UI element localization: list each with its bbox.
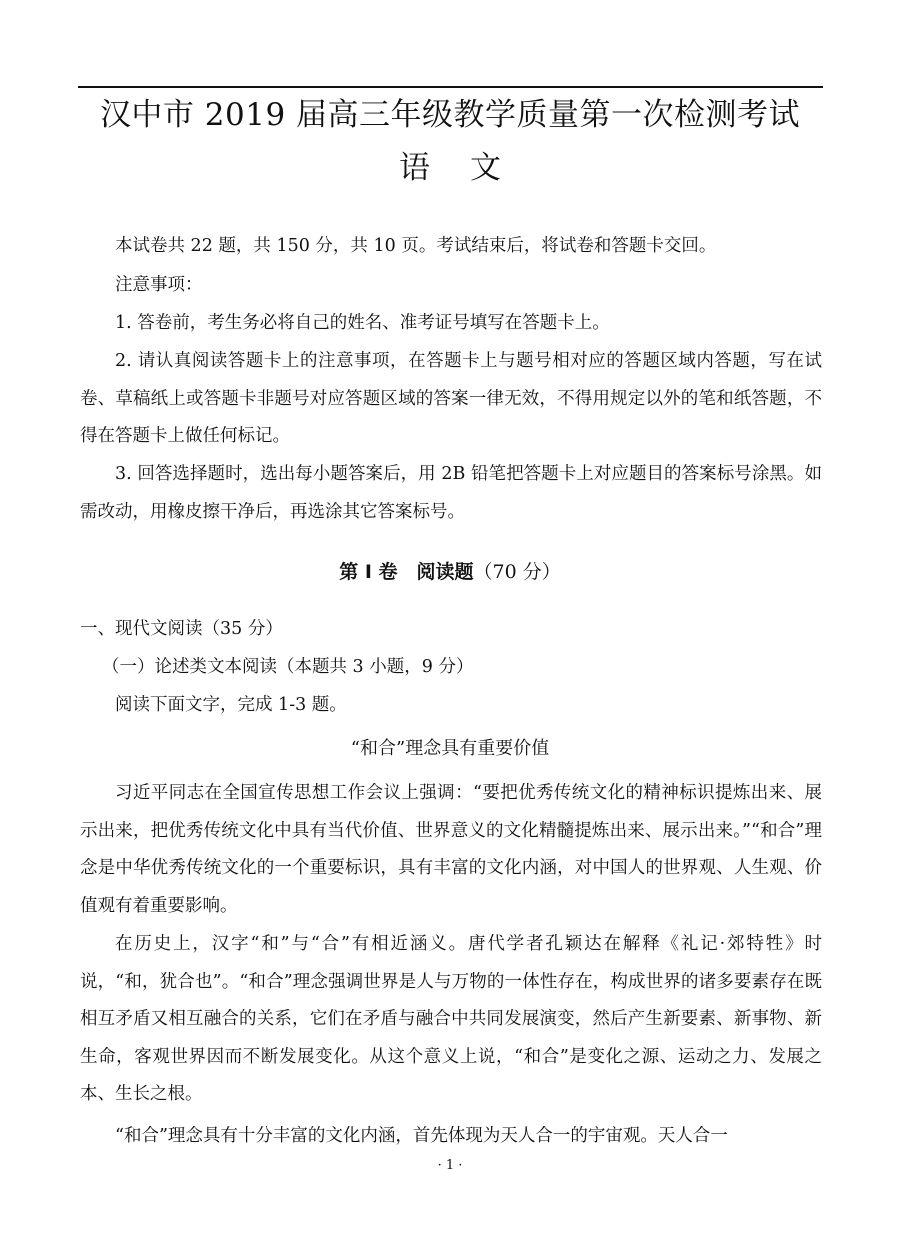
subject-title: 语文 — [399, 150, 541, 186]
instruction-item-1: 1. 答卷前，考生务必将自己的姓名、准考证号填写在答题卡上。 — [115, 313, 610, 333]
top-rule — [78, 86, 823, 88]
instruction-item-2: 2. 请认真阅读答题卡上的注意事项，在答题卡上与题号相对应的答题区域内答题，写在试卷、草稿纸上或答题卡非题号对应答题区域的答案一律无效，不得用规定以外的笔和纸答题，不得在答题卡上做任何标记。 — [80, 351, 822, 446]
sub-heading: （一）论述类文本阅读（本题共 3 小题，9 分） — [102, 657, 474, 677]
instruction-item-3: 3. 回答选择题时，选出每小题答案后，用 2B 铅笔把答题卡上对应题目的答案标号涂黑。如需改动，用橡皮擦干净后，再选涂其它答案标号。 — [80, 464, 822, 522]
article-paragraph: 习近平同志在全国宣传思想工作会议上强调：“要把优秀传统文化的精神标识提炼出来、展示出来，把优秀传统文化中具有当代价值、世界意义的文化精髓提炼出来、展示出来。”“和合”理念是中华优秀传统文化的一个重要标识，具有丰富的文化内涵，对中国人的世界观、人生观、价值观有着重要影响。 — [80, 783, 822, 916]
section-score: （70 分） — [473, 561, 561, 583]
part-heading: 一、现代文阅读（35 分） — [80, 619, 283, 639]
exam-title: 汉中市 2019 届高三年级教学质量第一次检测考试 — [99, 97, 801, 133]
reading-prompt: 阅读下面文字，完成 1-3 题。 — [115, 695, 347, 715]
section-heading — [0, 554, 900, 590]
intro-text: 本试卷共 22 题，共 150 分，共 10 页。考试结束后，将试卷和答题卡交回。 — [115, 236, 717, 256]
notice-label: 注意事项： — [115, 275, 203, 295]
article-title: “和合”理念具有重要价值 — [350, 738, 550, 759]
section-title: 第 I 卷 阅读题 — [339, 561, 474, 583]
article-paragraph: 在历史上，汉字“和”与“合”有相近涵义。唐代学者孔颖达在解释《礼记·郊特牲》时说，“和，犹合也”。“和合”理念强调世界是人与万物的一体性存在，构成世界的诸多要素存在既相互矛盾又相互融合的关系，它们在矛盾与融合中共同发展演变，然后产生新要素、新事物、新生命，客观世界因而不断发展变化。从这个意义上说，“和合”是变化之源、运动之力、发展之本、生长之根。 — [80, 934, 822, 1104]
page-number: · 1 · — [437, 1158, 463, 1173]
article-paragraph: “和合”理念具有十分丰富的文化内涵，首先体现为天人合一的宇宙观。天人合一 — [115, 1126, 728, 1146]
